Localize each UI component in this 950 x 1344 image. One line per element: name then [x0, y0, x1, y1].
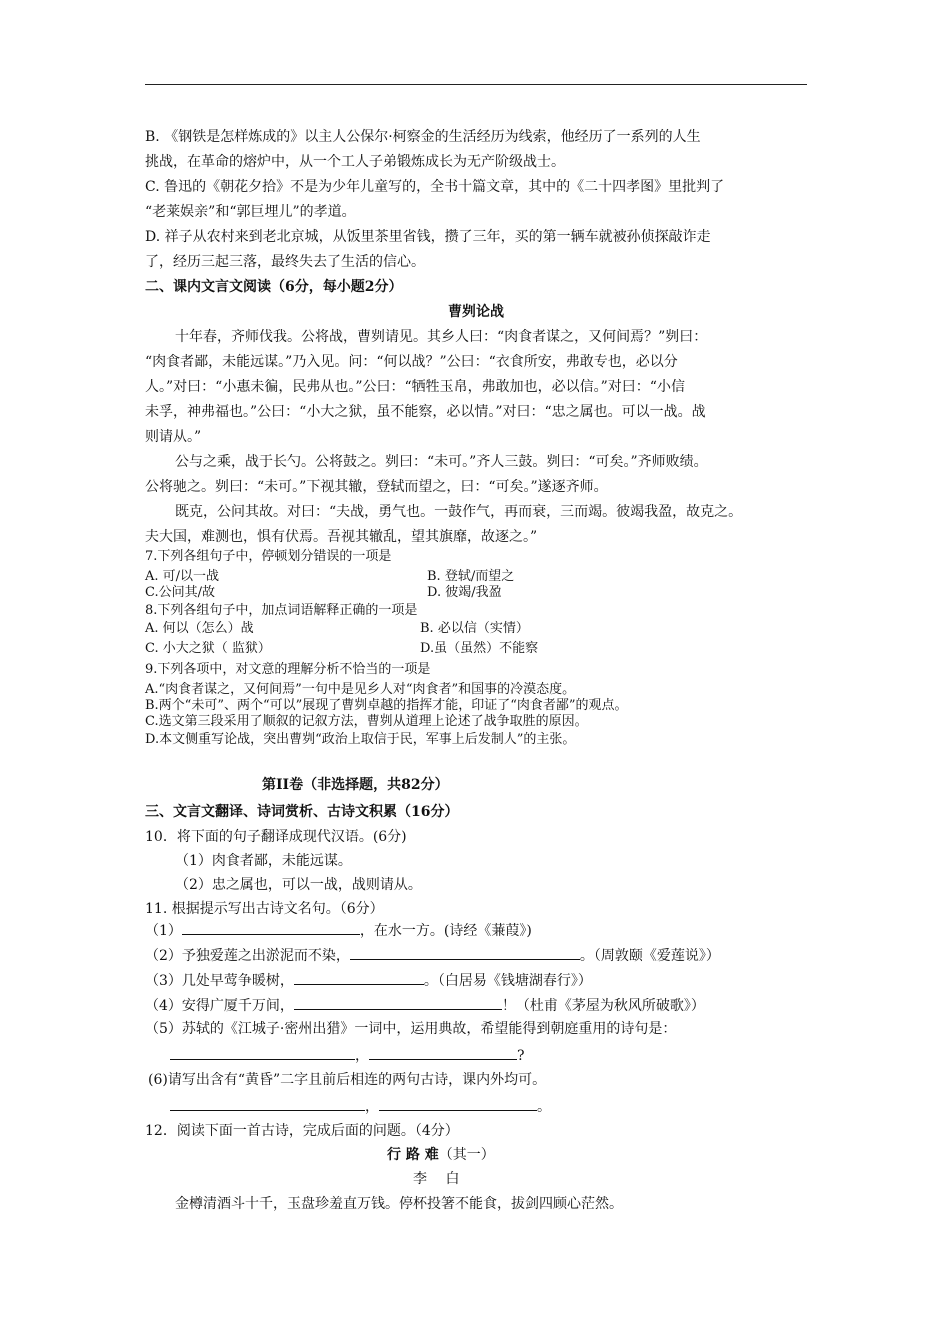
q11-item5: （5）苏轼的《江城子·密州出猎》一词中，运用典故，希望能得到朝庭重用的诗句是：: [145, 1021, 677, 1037]
q8-option-a: A. 何以（怎么）战: [145, 621, 254, 636]
q9-option-d: D.本文侧重写论战，突出曹刿“政治上取信于民，军事上后发制人”的主张。: [145, 732, 576, 747]
q11-item6-blank1[interactable]: [170, 1096, 365, 1111]
passage-title: 曹刿论战: [448, 304, 504, 320]
passage-p1-line2: “肉食者鄙，未能远谋。”乃入见。问：“何以战？”公曰：“衣食所安，弗敢专也，必以分: [145, 354, 678, 370]
q7-stem: 7.下列各组句子中，停顿划分错误的一项是: [145, 549, 392, 564]
q8-option-b: B. 必以信（实情）: [420, 621, 529, 636]
q10-sentence1: （1）肉食者鄙，未能远谋。: [175, 853, 352, 869]
q10-stem: 10．将下面的句子翻译成现代汉语。(6分): [145, 829, 407, 845]
q11-item1-prefix: （1）: [145, 923, 182, 939]
q12-stem: 12．阅读下面一首古诗，完成后面的问题。（4分）: [145, 1123, 459, 1139]
q9-option-b: B.两个“未可”、两个“可以”展现了曹刿卓越的指挥才能，印证了“肉食者鄙”的观点。: [145, 698, 628, 713]
q7-option-a: A. 可/以一战: [145, 569, 220, 584]
q11-item4: [145, 995, 705, 1015]
q7-option-d: D. 彼竭/我盈: [427, 585, 502, 600]
q11-item6-comma: ，: [365, 1099, 379, 1115]
q7-option-c: C.公问其/故: [145, 585, 215, 600]
q11-stem: 11. 根据提示写出古诗文名句。（6分）: [145, 901, 384, 917]
option-b-line1: B. 《钢铁是怎样炼成的》以主人公保尔·柯察金的生活经历为线索，他经历了一系列的人生: [145, 129, 701, 145]
q9-stem: 9.下列各项中，对文意的理解分析不恰当的一项是: [145, 662, 431, 677]
q11-item1-suffix: ，在水一方。(诗经《蒹葭》): [359, 923, 532, 939]
q9-option-c: C.选文第三段采用了顺叙的记叙方法，曹刿从道理上论述了战争取胜的原因。: [145, 714, 588, 729]
q10-sentence2: （2）忠之属也，可以一战，战则请从。: [175, 877, 422, 893]
q11-item6-end: 。: [537, 1099, 551, 1115]
passage-p2-line2: 公将驰之。刿曰：“未可。”下视其辙，登轼而望之，曰：“可矣。”遂逐齐师。: [145, 479, 608, 495]
q11-item4-prefix: （4）安得广厦千万间，: [145, 998, 294, 1014]
poem-title: 行 路 难: [387, 1147, 439, 1163]
q11-item5-comma: ，: [355, 1048, 369, 1064]
option-d-line1: D. 祥子从农村来到老北京城，从饭里茶里省钱，攒了三年，买的第一辆车就被孙侦探敲诈走: [145, 229, 711, 245]
q11-item3-blank[interactable]: [294, 970, 424, 985]
section2-heading: 二、课内文言文阅读（6分，每小题2分）: [145, 279, 403, 295]
q11-item6-blank2[interactable]: [379, 1096, 537, 1111]
passage-p2-line1: 公与之乘，战于长勺。公将鼓之。刿曰：“未可。”齐人三鼓。刿曰：“可矣。”齐师败绩。: [175, 454, 708, 470]
poem-line1: 金樽清酒斗十千，玉盘珍羞直万钱。停杯投箸不能食，拔剑四顾心茫然。: [175, 1196, 623, 1212]
q11-item5-blank1[interactable]: [170, 1045, 355, 1060]
q9-option-a: A.“肉食者谋之，又何间焉”一句中是见乡人对“肉食者”和国事的冷漠态度。: [145, 682, 576, 697]
option-c-line2: “老莱娱亲”和“郭巨埋儿”的孝道。: [145, 204, 356, 220]
q11-item2: [145, 945, 720, 965]
q7-option-b: B. 登轼/而望之: [427, 569, 515, 584]
q11-item6-answer: [170, 1096, 551, 1116]
option-c-line1: C. 鲁迅的《朝花夕拾》不是为少年儿童写的，全书十篇文章，其中的《二十四孝图》里批判了: [145, 179, 725, 195]
part2-title: 第II卷（非选择题，共82分）: [262, 777, 449, 793]
option-d-line2: 了，经历三起三落，最终失去了生活的信心。: [145, 254, 425, 270]
q11-item3-suffix: 。（白居易《钱塘湖春行》）: [423, 973, 592, 989]
poem-author: 李 白: [413, 1171, 460, 1187]
passage-p1-line3: 人。”对曰：“小惠未徧，民弗从也。”公曰：“牺牲玉帛，弗敢加也，必以信。”对曰：“小信: [145, 379, 685, 395]
q11-item4-blank[interactable]: [294, 995, 502, 1010]
q11-item2-suffix: 。（周敦颐《爱莲说》）: [579, 948, 720, 964]
q11-item3: [145, 970, 592, 990]
q11-item6: (6)请写出含有“黄昏”二字且前后相连的两句古诗，课内外均可。: [148, 1072, 547, 1088]
passage-p3-line1: 既克，公问其故。对曰：“夫战，勇气也。一鼓作气，再而衰，三而竭。彼竭我盈，故克之。: [175, 504, 743, 520]
q11-item1: [145, 920, 532, 940]
option-b-line2: 挑战，在革命的熔炉中，从一个工人子弟锻炼成长为无产阶级战士。: [145, 154, 565, 170]
q8-stem: 8.下列各组句子中，加点词语解释正确的一项是: [145, 603, 418, 618]
section3-heading: 三、文言文翻译、诗词赏析、古诗文积累（16分）: [145, 804, 459, 820]
q11-item5-end: ?: [517, 1048, 525, 1064]
header-rule: [145, 84, 807, 85]
passage-p1-line1: 十年春，齐师伐我。公将战，曹刿请见。其乡人曰：“肉食者谋之，又何间焉？”刿曰：: [175, 329, 708, 345]
q11-item1-blank[interactable]: [182, 920, 360, 935]
q11-item5-answer: [170, 1045, 525, 1065]
passage-p1-line5: 则请从。”: [145, 429, 202, 445]
q11-item5-blank2[interactable]: [369, 1045, 517, 1060]
q11-item4-suffix: ！（杜甫《茅屋为秋风所破歌》）: [501, 998, 705, 1014]
q11-item2-prefix: （2）予独爱莲之出淤泥而不染，: [145, 948, 350, 964]
q8-option-c: C. 小大之狱（ 监狱）: [145, 641, 271, 656]
q11-item3-prefix: （3）几处早莺争暖树，: [145, 973, 294, 989]
poem-title-line: [387, 1146, 495, 1164]
q8-option-d: D.虽（虽然）不能察: [420, 641, 539, 656]
poem-subtitle: （其一）: [438, 1147, 495, 1163]
passage-p1-line4: 未孚，神弗福也。”公曰：“小大之狱，虽不能察，必以情。”对曰：“忠之属也。可以一战。战: [145, 404, 706, 420]
passage-p3-line2: 夫大国，难测也，惧有伏焉。吾视其辙乱，望其旗靡，故逐之。”: [145, 529, 538, 545]
q11-item2-blank[interactable]: [350, 945, 580, 960]
